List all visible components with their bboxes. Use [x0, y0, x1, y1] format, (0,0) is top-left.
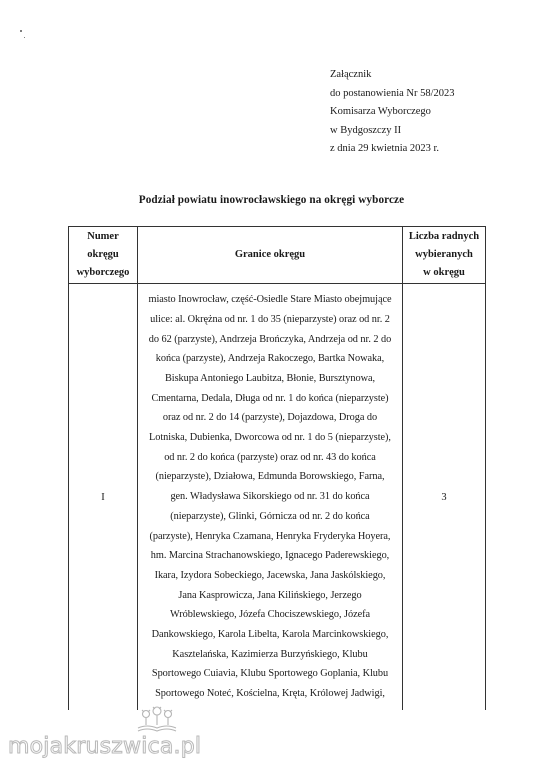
- border-line: Sportowego Cuiavia, Klubu Sportowego Goplania, Klubu: [151, 668, 389, 680]
- attachment-line: z dnia 29 kwietnia 2023 r.: [330, 143, 440, 155]
- header-line: Numer: [87, 231, 119, 242]
- attachment-header: [330, 66, 455, 159]
- border-line: (nieparzyste), Działowa, Edmunda Borowskiego, Farna,: [155, 471, 385, 483]
- border-line: końca (parzyste), Andrzeja Rakoczego, Bartka Nowaka,: [155, 353, 385, 365]
- header-line: okręgu: [87, 249, 119, 260]
- table-header-row: [69, 227, 486, 284]
- district-number: I: [69, 284, 138, 711]
- districts-table: [68, 226, 486, 710]
- attachment-line: Załącznik: [330, 69, 372, 80]
- document-title: Podział powiatu inowrocławskiego na okręgi wyborcze: [138, 194, 405, 206]
- border-line: od nr. 2 do końca (parzyste) oraz od nr. 43 do końca: [164, 451, 376, 463]
- header-line: wyborczego: [76, 267, 130, 278]
- header-line: Liczba radnych: [408, 231, 480, 242]
- border-line: (parzyste), Henryka Czamana, Henryka Fryderyka Hoyera,: [149, 530, 391, 542]
- attachment-line: do postanowienia Nr 58/2023: [330, 87, 455, 99]
- watermark: [0, 704, 200, 768]
- border-line: hm. Marcina Strachanowskiego, Ignacego Paderewskiego,: [150, 550, 390, 562]
- border-line: Ikara, Izydora Sobeckiego, Jacewska, Jana Jaskólskiego,: [154, 569, 386, 581]
- border-line: Wróblewskiego, Józefa Chociszewskiego, Józefa: [169, 609, 371, 621]
- attachment-line: w Bydgoszczy II: [330, 124, 402, 136]
- seats-count: 3: [403, 284, 486, 711]
- border-line: ulice: al. Okrężna od nr. 1 do 35 (nieparzyste) oraz od nr. 2: [150, 313, 390, 325]
- table-row: [69, 284, 486, 711]
- header-seats-count: [403, 227, 486, 284]
- border-line: gen. Władysława Sikorskiego od nr. 31 do końca: [170, 491, 370, 503]
- border-line: miasto Inowrocław, część-Osiedle Stare Miasto obejmujące: [148, 294, 392, 306]
- border-line: Lotniska, Dubienka, Dworcowa od nr. 1 do 5 (nieparzyste),: [149, 432, 391, 444]
- header-district-number: [69, 227, 138, 284]
- border-line: (nieparzyste), Glinki, Górnicza od nr. 2 do końca: [170, 510, 370, 522]
- border-line: Dankowskiego, Karola Libelta, Karola Marcinkowskiego,: [151, 629, 389, 641]
- border-line: Kasztelańska, Kazimierza Burzyńskiego, Klubu: [172, 648, 368, 660]
- watermark-text: mojakruszwica.pl: [8, 734, 202, 759]
- scan-speck: [20, 30, 22, 32]
- border-line: Cmentarna, Dedala, Długa od nr. 1 do końca (nieparzyste): [151, 392, 389, 404]
- header-line: wybieranych: [415, 249, 473, 260]
- border-line: Sportowego Noteć, Kościelna, Kręta, Królowej Jadwigi,: [155, 688, 385, 700]
- attachment-line: Komisarza Wyborczego: [330, 106, 431, 118]
- border-line: Biskupa Antoniego Laubitza, Błonie, Bursztynowa,: [164, 372, 376, 384]
- scan-speck: [24, 37, 25, 38]
- header-line: w okręgu: [423, 267, 465, 278]
- district-borders: [138, 284, 403, 711]
- border-line: oraz od nr. 2 do 14 (parzyste), Dojazdowa, Droga do: [162, 412, 378, 424]
- border-line: do 62 (parzyste), Andrzeja Brończyka, Andrzeja od nr. 2 do: [148, 333, 392, 345]
- kruszwica-flower-logo-icon: [132, 704, 182, 734]
- header-district-borders: Granice okręgu: [138, 227, 403, 284]
- border-line: Jana Kasprowicza, Jana Kilińskiego, Jerzego: [178, 589, 362, 601]
